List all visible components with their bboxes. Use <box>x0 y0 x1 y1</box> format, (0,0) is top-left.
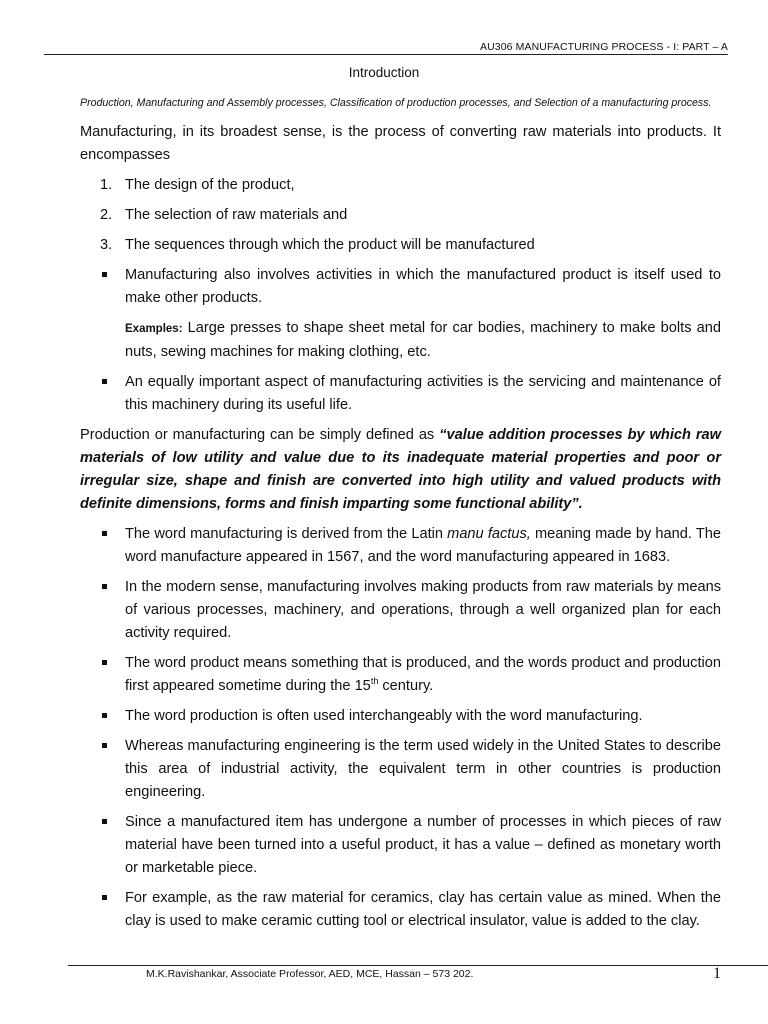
list-item: 3. The sequences through which the product will be manufactured <box>100 237 535 253</box>
page-number: 1 <box>713 965 721 982</box>
page-subtitle: Production, Manufacturing and Assembly processes, Classification of production processes, and Selection of a manufacturing process. <box>80 97 712 109</box>
intro-paragraph: Manufacturing, in its broadest sense, is the process of converting raw materials into products. It encompasses <box>80 124 721 163</box>
examples-paragraph: Examples: Large presses to shape sheet metal for car bodies, machinery to make bolts and nuts, sewing machines for making clothing, etc. <box>125 320 721 360</box>
square-bullet-icon <box>102 272 107 277</box>
list-item: 2. The selection of raw materials and <box>100 207 348 223</box>
definition-quote: “value addition processes by which raw materials of low utility and value due to its inadequate material properties and poor or irregular size, shape and finish are converted into high utility and valued products with definite dimensions, forms and finish imparting some functional ability”. <box>80 427 721 512</box>
page-title: Introduction <box>348 65 420 80</box>
list-item: The word production is often used interchangeably with the word manufacturing. <box>80 705 721 728</box>
list-item: The word manufacturing is derived from the Latin manu factus, meaning made by hand. The word manufacture appeared in 1567, and the word manufacturing appeared in 1683. <box>80 523 721 569</box>
square-bullet-icon <box>102 584 107 589</box>
square-bullet-icon <box>102 660 107 665</box>
bullet-list <box>80 523 721 933</box>
definition-paragraph: Production or manufacturing can be simply defined as “value addition processes by which raw materials of low utility and value due to its inadequate material properties and poor or irregular size, shape and finish are converted into high utility and valued products with definite dimensions, forms and finish imparting some functional ability”. <box>80 427 721 512</box>
list-item: Whereas manufacturing engineering is the term used widely in the United States to describe this area of industrial activity, the equivalent term in other countries is production engineering. <box>80 735 721 804</box>
list-item: The word product means something that is produced, and the words product and production first appeared sometime during the 15th century. <box>80 652 721 698</box>
footer-rule <box>68 965 768 966</box>
square-bullet-icon <box>102 895 107 900</box>
running-header: AU306 MANUFACTURING PROCESS - I: PART – A <box>480 41 728 53</box>
square-bullet-icon <box>102 713 107 718</box>
list-item: Since a manufactured item has undergone a number of processes in which pieces of raw material have been turned into a useful product, it has a value – defined as monetary worth or marketable piece. <box>80 811 721 880</box>
square-bullet-icon <box>102 743 107 748</box>
square-bullet-icon <box>102 819 107 824</box>
square-bullet-icon <box>102 379 107 384</box>
numbered-list <box>80 174 721 257</box>
list-item: For example, as the raw material for ceramics, clay has certain value as mined. When the clay is used to make ceramic cutting tool or electrical insulator, value is added to the clay. <box>80 887 721 933</box>
footer-author: M.K.Ravishankar, Associate Professor, AED, MCE, Hassan – 573 202. <box>146 968 474 980</box>
bullet-list <box>80 264 721 310</box>
bullet-list <box>80 371 721 417</box>
list-item: 1. The design of the product, <box>100 177 295 193</box>
list-item: An equally important aspect of manufacturing activities is the servicing and maintenance of this machinery during its useful life. <box>80 371 721 417</box>
square-bullet-icon <box>102 531 107 536</box>
list-item: In the modern sense, manufacturing involves making products from raw materials by means of various processes, machinery, and operations, through a well organized plan for each activity required. <box>80 576 721 645</box>
document-body <box>80 121 721 940</box>
examples-label: Examples: <box>125 323 183 335</box>
list-item: Manufacturing also involves activities in which the manufactured product is itself used to make other products. <box>80 264 721 310</box>
header-rule <box>44 54 728 55</box>
